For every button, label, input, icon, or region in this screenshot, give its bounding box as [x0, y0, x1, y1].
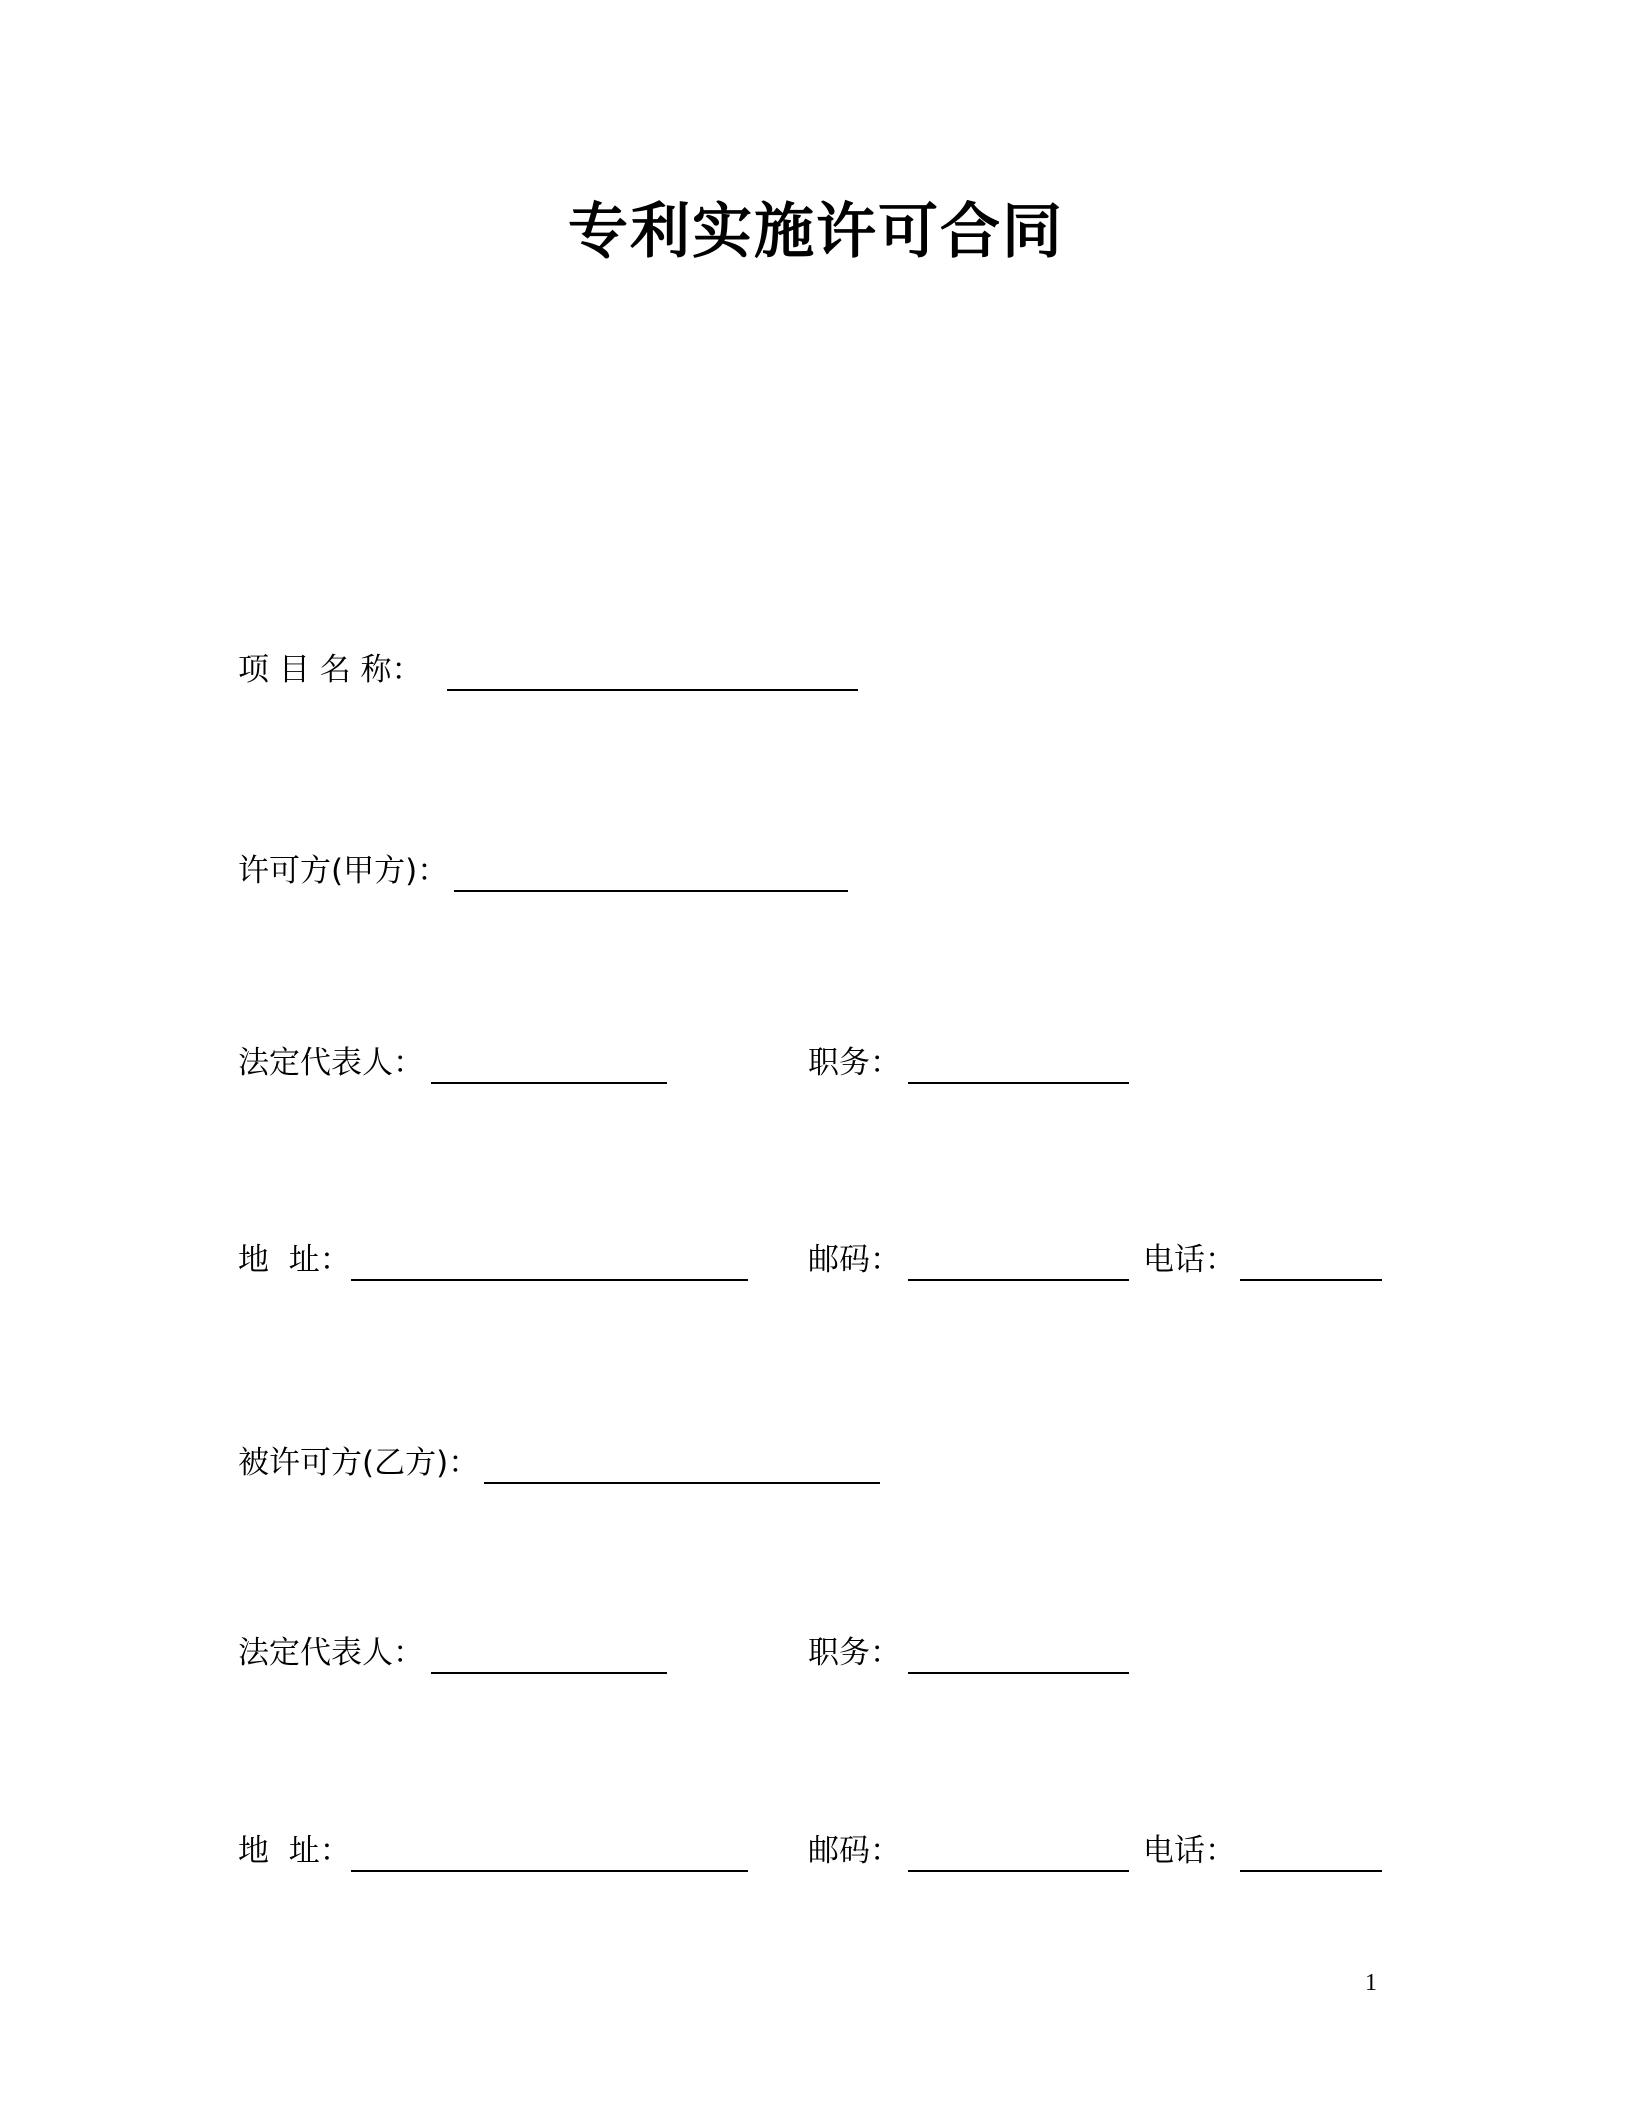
licensee-address-label: 地 址： [238, 1833, 351, 1869]
licensor-position-blank[interactable] [908, 1082, 1129, 1084]
project-name-label: 项 目 名 称： [238, 652, 423, 688]
licensor-rep-blank[interactable] [431, 1082, 667, 1084]
licensee-phone-label: 电话： [1143, 1833, 1236, 1869]
licensor-blank[interactable] [454, 890, 848, 892]
document-title: 专利实施许可合同 [568, 197, 1064, 267]
licensee-postcode-blank[interactable] [908, 1870, 1129, 1872]
licensor-phone-blank[interactable] [1240, 1279, 1382, 1281]
licensor-phone-label: 电话： [1143, 1242, 1236, 1278]
project-name-blank[interactable] [447, 689, 858, 691]
licensor-position-label: 职务： [808, 1045, 901, 1081]
licensee-address-blank[interactable] [351, 1870, 748, 1872]
page-number: 1 [1365, 1970, 1377, 1996]
licensee-rep-label: 法定代表人： [238, 1635, 424, 1671]
licensor-rep-label: 法定代表人： [238, 1045, 424, 1081]
licensee-position-blank[interactable] [908, 1672, 1129, 1674]
licensor-address-label: 地 址： [238, 1242, 351, 1278]
licensee-rep-blank[interactable] [431, 1672, 667, 1674]
licensor-postcode-blank[interactable] [908, 1279, 1129, 1281]
licensee-phone-blank[interactable] [1240, 1870, 1382, 1872]
licensor-label: 许可方(甲方)： [238, 853, 449, 889]
licensee-postcode-label: 邮码： [808, 1833, 901, 1869]
licensee-blank[interactable] [484, 1482, 880, 1484]
licensor-postcode-label: 邮码： [808, 1242, 901, 1278]
licensee-position-label: 职务： [808, 1635, 901, 1671]
licensee-label: 被许可方(乙方)： [238, 1445, 480, 1481]
licensor-address-blank[interactable] [351, 1279, 748, 1281]
